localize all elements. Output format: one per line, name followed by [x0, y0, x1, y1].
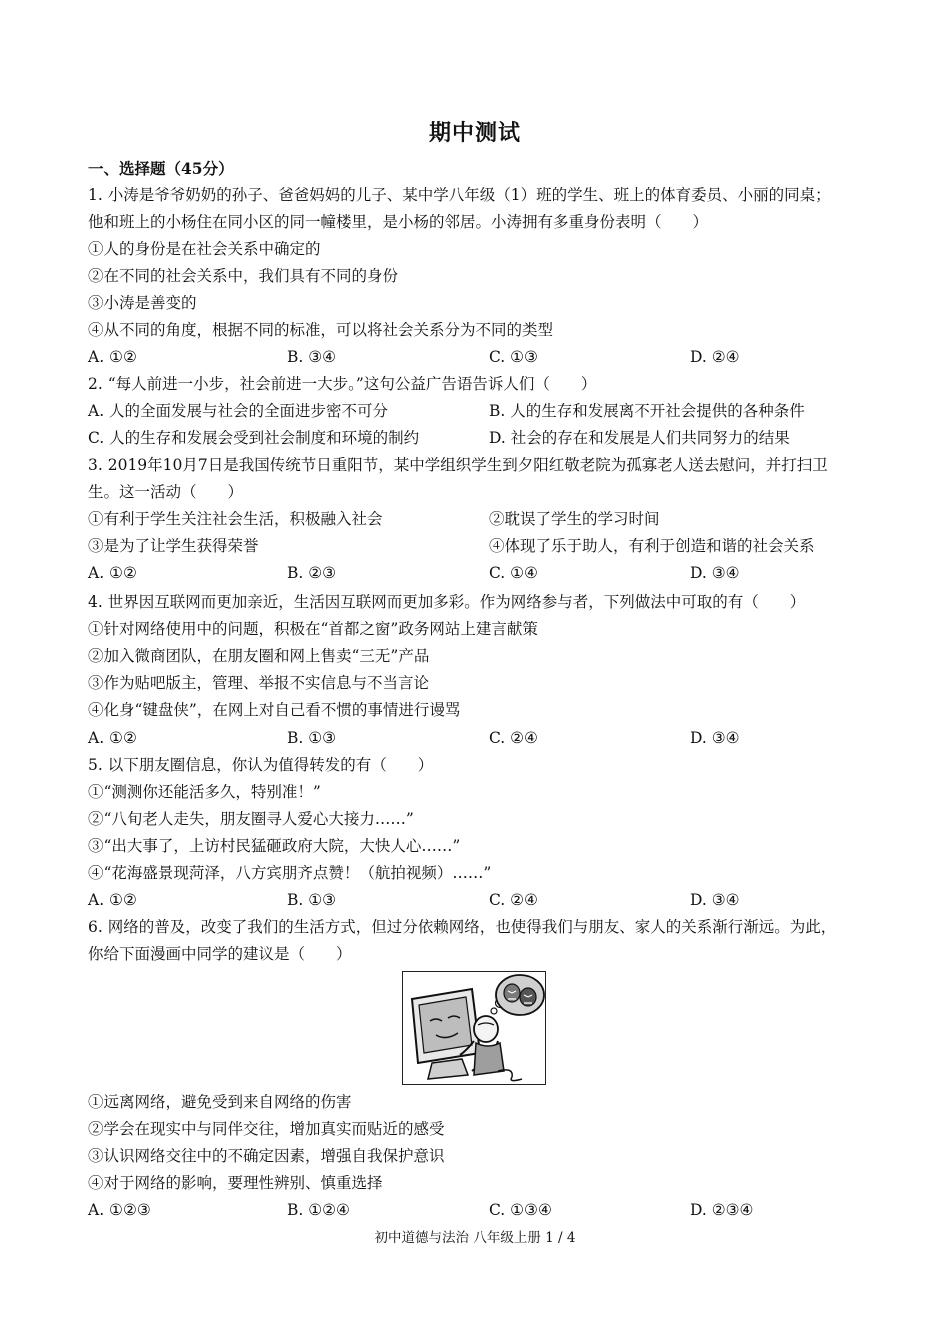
q3-option-a[interactable]: A. ①②: [88, 564, 137, 582]
q2-option-d[interactable]: D. 社会的存在和发展是人们共同努力的结果: [489, 429, 790, 447]
q3-item-2: ②耽误了学生的学习时间: [489, 510, 660, 528]
q1-option-c[interactable]: C. ①③: [489, 348, 538, 366]
q3-item-1: ①有利于学生关注社会生活，积极融入社会: [88, 510, 383, 528]
q1-item-4: ④从不同的角度，根据不同的标准，可以将社会关系分为不同的类型: [88, 321, 554, 339]
q1-stem-line2: 他和班上的小杨住在同小区的同一幢楼里，是小杨的邻居。小涛拥有多重身份表明（ ）: [88, 213, 709, 231]
q1-stem-line1: 1. 小涛是爷爷奶奶的孙子、爸爸妈妈的儿子、某中学八年级（1）班的学生、班上的体育委员、小丽的同桌；: [88, 186, 831, 204]
q2-option-c[interactable]: C. 人的生存和发展会受到社会制度和环境的制约: [88, 429, 420, 447]
cartoon-illustration: [402, 971, 546, 1085]
q1-item-1: ①人的身份是在社会关系中确定的: [88, 240, 321, 258]
q6-option-c[interactable]: C. ①③④: [489, 1201, 552, 1219]
page-title: 期中测试: [428, 120, 521, 146]
q5-item-3: ③“出大事了，上访村民猛砸政府大院，大快人心……”: [88, 837, 461, 855]
q3-option-c[interactable]: C. ①④: [489, 564, 538, 582]
q6-item-1: ①远离网络，避免受到来自网络的伤害: [88, 1093, 352, 1111]
q4-option-a[interactable]: A. ①②: [88, 729, 137, 747]
q5-option-c[interactable]: C. ②④: [489, 891, 538, 909]
q1-option-b[interactable]: B. ③④: [287, 348, 337, 366]
q3-stem-line1: 3. 2019年10月7日是我国传统节日重阳节，某中学组织学生到夕阳红敬老院为孤寡老人送去慰问，并打扫卫: [88, 456, 828, 474]
page-footer: 初中道德与法治 八年级上册 1 / 4: [374, 1230, 576, 1246]
q5-options: [88, 887, 868, 914]
q6-stem-line2: 你给下面漫画中同学的建议是（ ）: [88, 945, 352, 963]
q5-item-2: ②“八旬老人走失，朋友圈寻人爱心大接力……”: [88, 810, 414, 828]
q2-options-row2: [88, 425, 868, 452]
q6-option-d[interactable]: D. ②③④: [690, 1201, 754, 1219]
q3-option-b[interactable]: B. ②③: [287, 564, 337, 582]
q2-options-row1: [88, 398, 868, 425]
q6-item-3: ③认识网络交往中的不确定因素，增强自我保护意识: [88, 1147, 445, 1165]
q1-options: [88, 344, 868, 371]
q4-stem: 4. 世界因互联网而更加亲近，生活因互联网而更加多彩。作为网络参与者，下列做法中可取的有（ ）: [88, 593, 806, 611]
q4-options: [88, 725, 868, 752]
q4-item-3: ③作为贴吧版主，管理、举报不实信息与不当言论: [88, 674, 430, 692]
q4-option-d[interactable]: D. ③④: [690, 729, 740, 747]
q1-option-d[interactable]: D. ②④: [690, 348, 740, 366]
cartoon-image: [402, 971, 546, 1085]
q4-item-1: ①针对网络使用中的问题，积极在“首都之窗”政务网站上建言献策: [88, 620, 538, 638]
q3-stem-line2: 生。这一活动（ ）: [88, 483, 244, 501]
q5-option-a[interactable]: A. ①②: [88, 891, 137, 909]
q1-option-a[interactable]: A. ①②: [88, 348, 137, 366]
q2-option-a[interactable]: A. 人的全面发展与社会的全面进步密不可分: [88, 402, 389, 420]
q6-option-a[interactable]: A. ①②③: [88, 1201, 151, 1219]
q3-item-3: ③是为了让学生获得荣誉: [88, 537, 259, 555]
q4-item-4: ④化身“键盘侠”，在网上对自己看不惯的事情进行谩骂: [88, 701, 461, 719]
q4-option-c[interactable]: C. ②④: [489, 729, 538, 747]
q5-option-b[interactable]: B. ①③: [287, 891, 337, 909]
q4-item-2: ②加入微商团队，在朋友圈和网上售卖“三无”产品: [88, 647, 430, 665]
q6-item-2: ②学会在现实中与同伴交往，增加真实而贴近的感受: [88, 1120, 445, 1138]
q6-option-b[interactable]: B. ①②④: [287, 1201, 350, 1219]
q6-stem-line1: 6. 网络的普及，改变了我们的生活方式，但过分依赖网络，也使得我们与朋友、家人的关系渐行渐远。为此，: [88, 918, 837, 936]
section-heading: 一、选择题（45分）: [88, 159, 234, 178]
q3-items-row1: [88, 506, 868, 533]
q5-option-d[interactable]: D. ③④: [690, 891, 740, 909]
q2-stem: 2. “每人前进一小步，社会前进一大步。”这句公益广告语告诉人们（ ）: [88, 375, 597, 393]
q3-options: [88, 560, 868, 587]
q5-stem: 5. 以下朋友圈信息，你认为值得转发的有（ ）: [88, 756, 434, 774]
q3-items-row2: [88, 533, 868, 560]
q6-options: [88, 1197, 868, 1224]
q5-item-4: ④“花海盛景现菏泽，八方宾朋齐点赞！（航拍视频）……”: [88, 864, 492, 882]
q4-option-b[interactable]: B. ①③: [287, 729, 337, 747]
q3-option-d[interactable]: D. ③④: [690, 564, 740, 582]
q2-option-b[interactable]: B. 人的生存和发展离不开社会提供的各种条件: [489, 402, 805, 420]
q1-item-2: ②在不同的社会关系中，我们具有不同的身份: [88, 267, 399, 285]
q3-item-4: ④体现了乐于助人，有利于创造和谐的社会关系: [489, 537, 815, 555]
q1-item-3: ③小涛是善变的: [88, 294, 197, 312]
q5-item-1: ①“测测你还能活多久，特别准！”: [88, 783, 321, 801]
q6-item-4: ④对于网络的影响，要理性辨别、慎重选择: [88, 1174, 383, 1192]
